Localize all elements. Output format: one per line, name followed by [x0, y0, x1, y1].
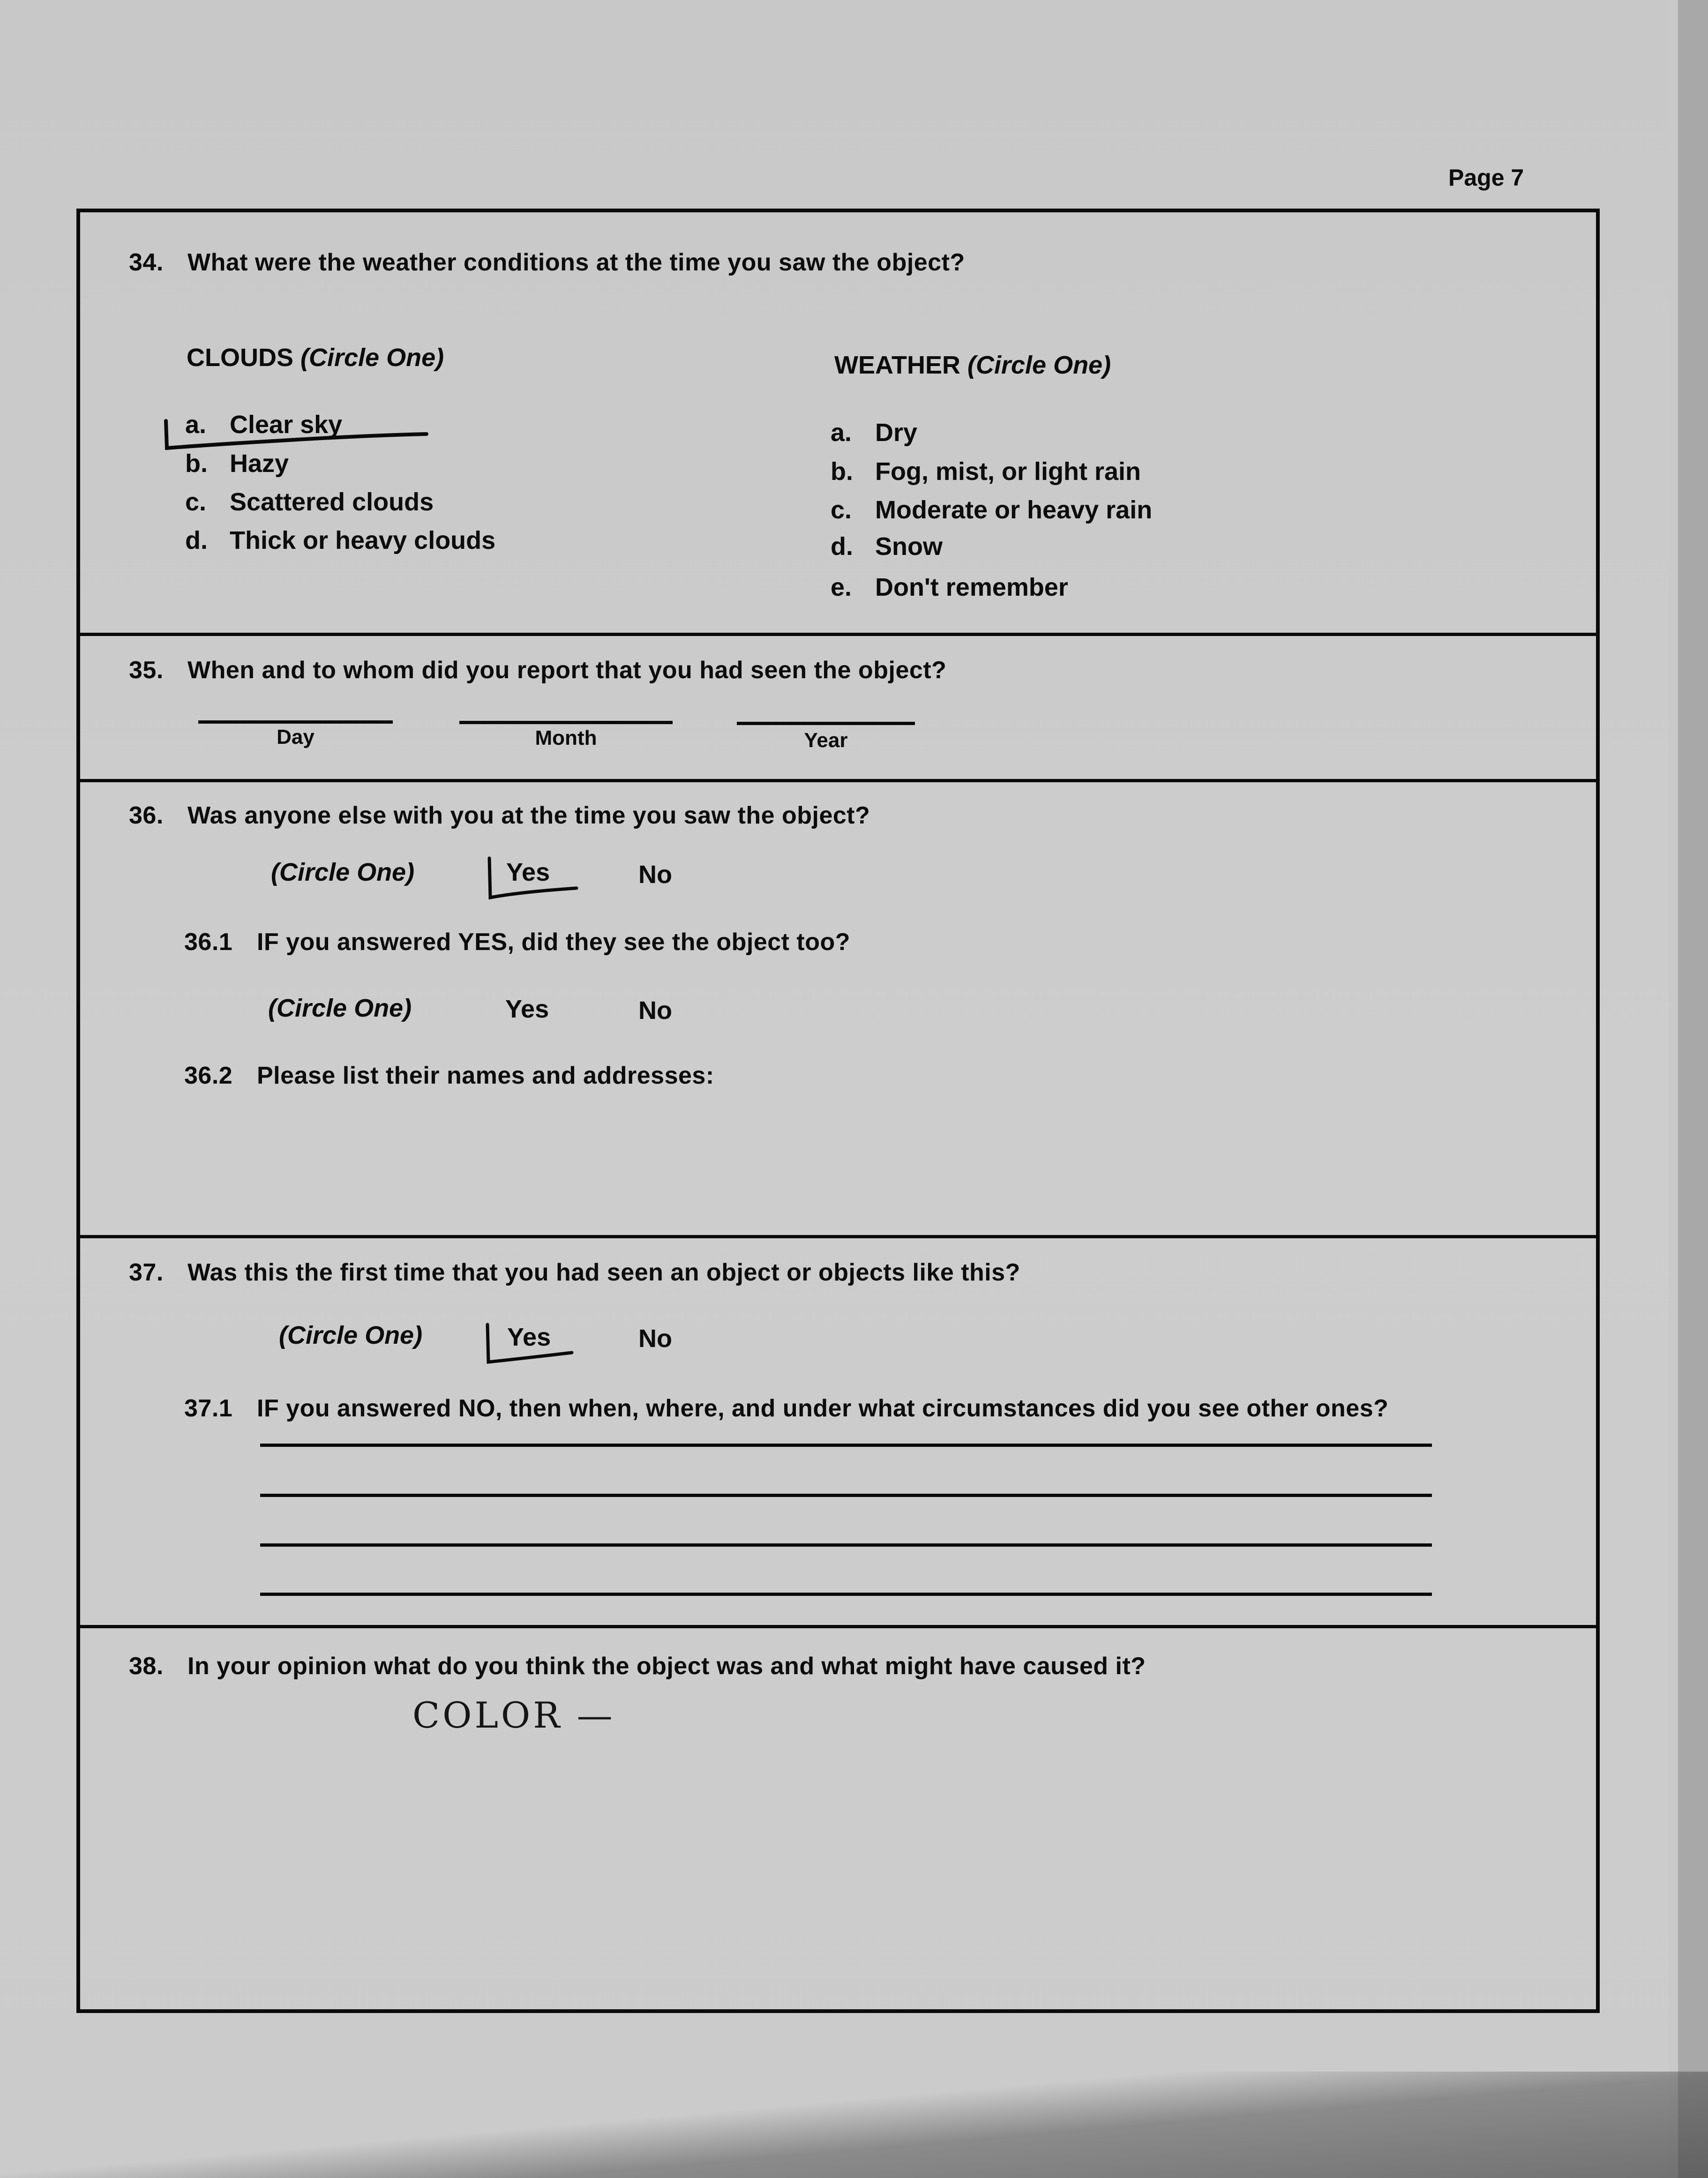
no-option[interactable]: No	[638, 861, 672, 889]
option-label: Don't remember	[875, 573, 1068, 601]
option-letter: d.	[831, 532, 853, 561]
option-label: Dry	[875, 419, 918, 447]
question-prompt: What were the weather conditions at the time you saw the object?	[187, 249, 965, 276]
option-label: Moderate or heavy rain	[875, 496, 1153, 524]
month-label: Month	[535, 726, 597, 749]
question-37-text	[129, 1258, 1020, 1287]
option-letter: d.	[185, 526, 208, 554]
answer-line[interactable]	[260, 1444, 1432, 1447]
weather-option-moderate-rain[interactable]	[831, 495, 1152, 524]
option-letter: c.	[185, 488, 207, 516]
circle-one-instruction: (Circle One)	[279, 1321, 423, 1349]
weather-option-fog[interactable]	[831, 457, 1141, 486]
no-option[interactable]: No	[638, 996, 672, 1025]
year-field[interactable]	[737, 722, 915, 725]
option-letter: b.	[831, 457, 853, 486]
selection-mark	[483, 855, 595, 902]
weather-heading	[834, 351, 1111, 380]
selection-mark	[483, 1322, 586, 1369]
day-label: Day	[277, 726, 315, 748]
question-prompt: Please list their names and addresses:	[257, 1062, 714, 1089]
option-label: Thick or heavy clouds	[230, 526, 496, 554]
question-38-text	[129, 1652, 1146, 1680]
weather-option-dry[interactable]	[831, 418, 917, 447]
question-prompt: IF you answered YES, did they see the object too?	[257, 928, 851, 956]
day-field[interactable]	[198, 720, 393, 724]
question-prompt: When and to whom did you report that you had seen the object?	[187, 657, 947, 684]
clouds-heading	[187, 343, 444, 372]
clouds-instruction: (Circle One)	[300, 344, 444, 372]
circle-one-instruction: (Circle One)	[268, 994, 412, 1022]
question-prompt: IF you answered NO, then when, where, and under what circumstances did you see other ones?	[257, 1395, 1389, 1422]
option-label: Fog, mist, or light rain	[875, 457, 1141, 486]
scan-edge	[1678, 0, 1708, 2178]
question-number: 38.	[129, 1653, 164, 1680]
weather-option-snow[interactable]	[831, 532, 943, 561]
clouds-heading-label: CLOUDS	[187, 344, 293, 372]
answer-line[interactable]	[260, 1494, 1432, 1497]
option-letter: e.	[831, 573, 852, 601]
answer-line[interactable]	[260, 1543, 1432, 1547]
question-number: 36.2	[184, 1062, 233, 1089]
question-number: 35.	[129, 657, 164, 684]
handwritten-answer[interactable]: COLOR —	[412, 1694, 615, 1736]
question-34-text	[129, 248, 965, 277]
question-prompt: Was this the first time that you had seen an object or objects like this?	[187, 1259, 1020, 1286]
option-label: Snow	[875, 532, 943, 561]
question-number: 37.	[129, 1259, 164, 1286]
no-option[interactable]: No	[638, 1325, 672, 1353]
question-36-1-text	[184, 928, 850, 956]
section-divider	[76, 1625, 1600, 1628]
question-37-1-text	[184, 1394, 1388, 1422]
question-number: 36.	[129, 802, 164, 829]
weather-option-dont-remember[interactable]	[831, 573, 1068, 602]
clouds-option-scattered[interactable]	[185, 487, 434, 516]
section-divider	[76, 779, 1600, 782]
question-prompt: In your opinion what do you think the object was and what might have caused it?	[187, 1653, 1146, 1680]
yes-option[interactable]: Yes	[505, 995, 549, 1023]
question-number: 37.1	[184, 1395, 233, 1422]
question-36-2-text	[184, 1062, 714, 1090]
question-number: 34.	[129, 249, 164, 276]
month-field[interactable]	[459, 721, 673, 724]
weather-heading-label: WEATHER	[834, 351, 960, 379]
page-number: Page 7	[1448, 165, 1524, 191]
selection-mark	[159, 417, 441, 455]
option-letter: a.	[185, 411, 207, 439]
question-35-text	[129, 656, 946, 684]
circle-one-instruction: (Circle One)	[271, 858, 415, 886]
option-label: Scattered clouds	[230, 488, 434, 516]
option-label: Clear sky	[230, 411, 343, 439]
option-label: Hazy	[230, 449, 289, 478]
scan-shadow	[0, 2072, 1708, 2178]
question-number: 36.1	[184, 928, 233, 956]
section-divider	[76, 1235, 1600, 1238]
question-36-text	[129, 801, 870, 830]
option-letter: b.	[185, 449, 208, 478]
weather-instruction: (Circle One)	[967, 351, 1111, 379]
yes-option[interactable]: Yes	[506, 858, 550, 886]
question-prompt: Was anyone else with you at the time you saw the object?	[187, 802, 870, 829]
option-letter: a.	[831, 419, 852, 447]
clouds-option-thick[interactable]	[185, 526, 495, 555]
year-label: Year	[804, 729, 848, 752]
option-letter: c.	[831, 496, 852, 524]
yes-option[interactable]: Yes	[507, 1323, 551, 1351]
section-divider	[76, 633, 1600, 636]
answer-line[interactable]	[260, 1593, 1432, 1596]
